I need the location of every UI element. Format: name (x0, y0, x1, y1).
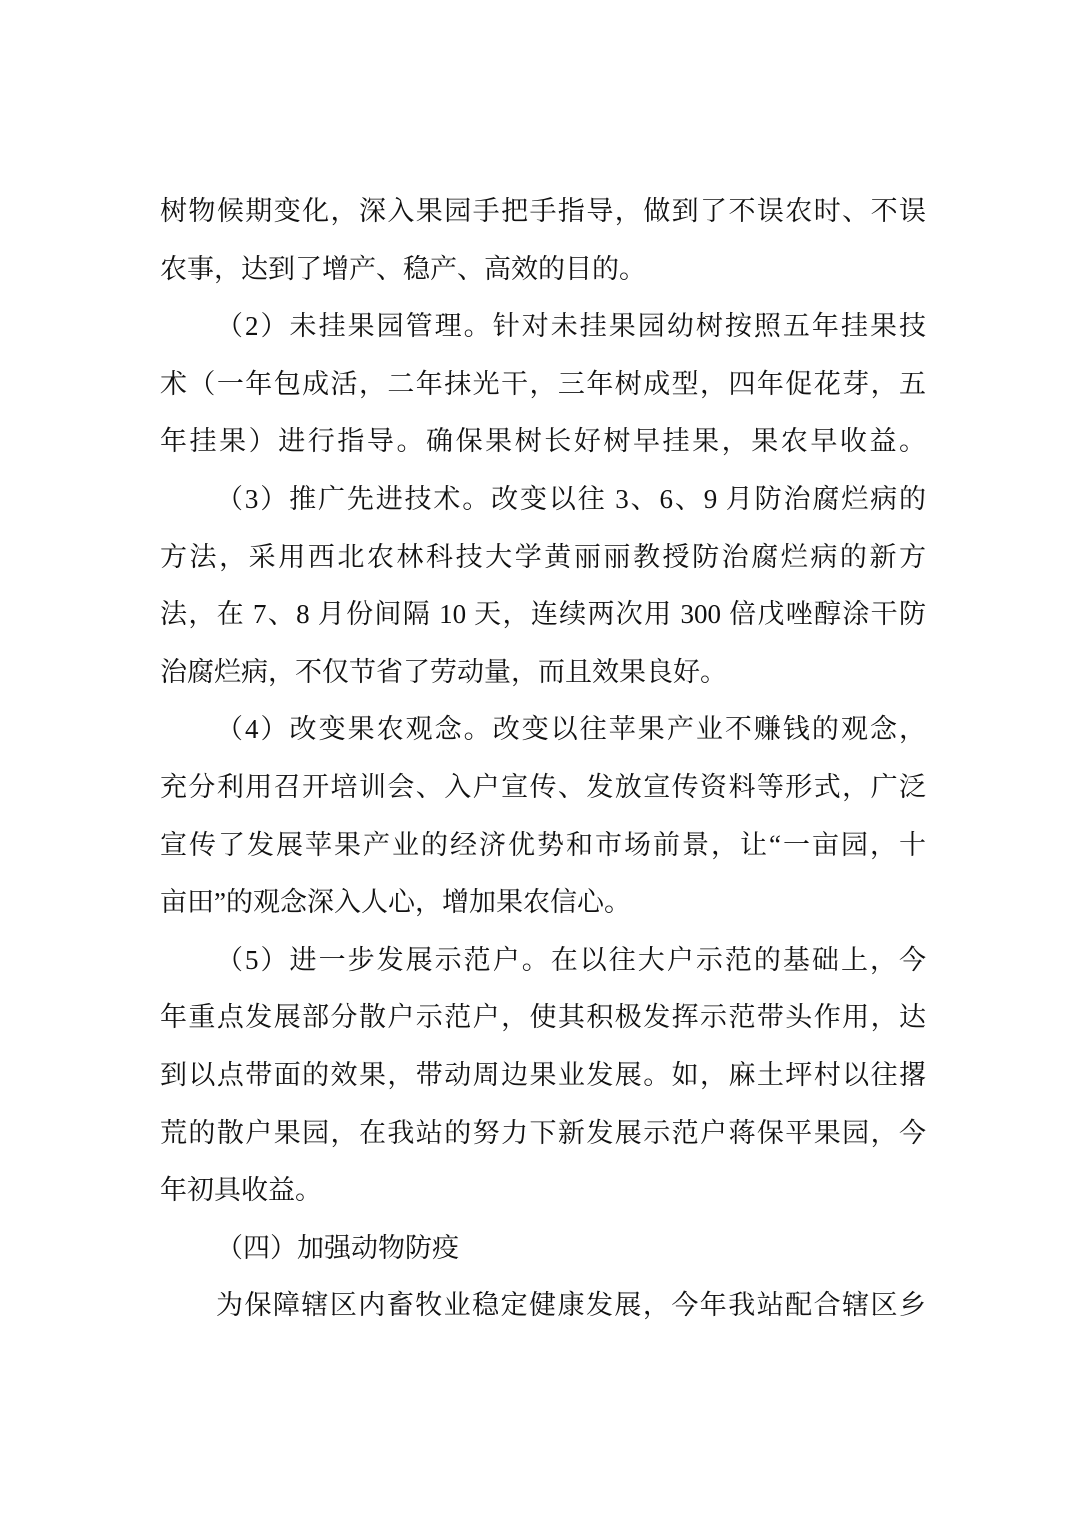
text-line: 亩田”的观念深入人心，增加果农信心。 (160, 887, 631, 918)
paragraph (160, 471, 926, 701)
text-line: （5）进一步发展示范户。在以往大户示范的基础上，今 (216, 944, 926, 975)
text-line: 年挂果）进行指导。确保果树长好树早挂果，果农早收益。 (160, 426, 926, 457)
text-line: 为保障辖区内畜牧业稳定健康发展，今年我站配合辖区乡 (216, 1290, 926, 1321)
text-line: （2）未挂果园管理。针对未挂果园幼树按照五年挂果技 (216, 311, 926, 342)
text-line: （4）改变果农观念。改变以往苹果产业不赚钱的观念， (216, 714, 926, 745)
text-line: 充分利用召开培训会、入户宣传、发放宣传资料等形式，广泛 (160, 771, 926, 802)
paragraph (160, 701, 926, 931)
text-line: 年重点发展部分散户示范户，使其积极发挥示范带头作用，达 (160, 1002, 926, 1033)
text-line: 到以点带面的效果，带动周边果业发展。如，麻土坪村以往撂 (160, 1059, 926, 1090)
text-line: （3）推广先进技术。改变以往 3、6、9 月防治腐烂病的 (216, 483, 926, 514)
paragraph (160, 932, 926, 1220)
text-line: 方法，采用西北农林科技大学黄丽丽教授防治腐烂病的新方 (160, 541, 926, 572)
text-line: （四）加强动物防疫 (216, 1232, 459, 1263)
paragraph (160, 183, 926, 298)
text-line: 术（一年包成活，二年抹光干，三年树成型，四年促花芽，五 (160, 368, 926, 399)
body-text (160, 183, 926, 1335)
paragraph (160, 1277, 926, 1335)
text-line: 法，在 7、8 月份间隔 10 天，连续两次用 300 倍戊唑醇涂干防 (160, 599, 926, 630)
text-line: 农事，达到了增产、稳产、高效的目的。 (160, 253, 646, 284)
text-line: 树物候期变化，深入果园手把手指导，做到了不误农时、不误 (160, 196, 926, 226)
text-line: 治腐烂病，不仅节省了劳动量，而且效果良好。 (160, 656, 727, 687)
section-heading (160, 1220, 926, 1278)
text-line: 荒的散户果园，在我站的努力下新发展示范户蒋保平果园，今 (160, 1117, 926, 1148)
paragraph (160, 298, 926, 471)
text-line: 年初具收益。 (160, 1175, 322, 1206)
text-line: 宣传了发展苹果产业的经济优势和市场前景，让“一亩园，十 (160, 829, 926, 860)
